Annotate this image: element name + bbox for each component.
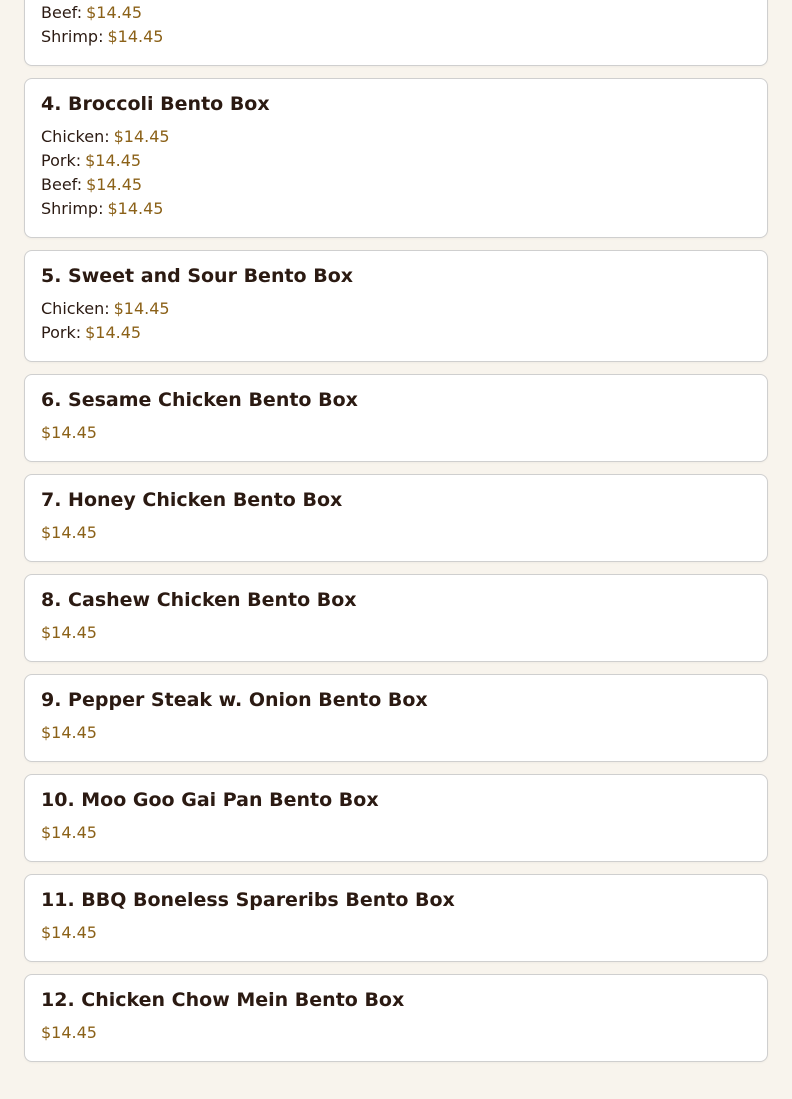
menu-card-title: 5. Sweet and Sour Bento Box [41, 265, 354, 287]
menu-option-label: Beef: [41, 3, 83, 22]
menu-card-title: 6. Sesame Chicken Bento Box [41, 389, 358, 411]
menu-card-sweet-and-sour-bento-box [24, 250, 768, 362]
menu-card-sesame-chicken-bento-box [24, 374, 768, 462]
menu-price: $14.45 [41, 823, 97, 842]
menu-card-title: 4. Broccoli Bento Box [41, 93, 270, 115]
menu-option-beef [41, 173, 751, 197]
menu-option-label: Chicken: [41, 127, 110, 146]
menu-card-title: 11. BBQ Boneless Spareribs Bento Box [41, 889, 455, 911]
menu-card-title: 8. Cashew Chicken Bento Box [41, 589, 357, 611]
menu-card-pepper-steak-w-onion-bento-box [24, 674, 768, 762]
menu-option-price: $14.45 [86, 3, 143, 22]
menu-card-title: 7. Honey Chicken Bento Box [41, 489, 343, 511]
menu-option-pork [41, 149, 751, 173]
menu-card-mixed-vegetables-bento-box [24, 0, 768, 66]
menu-price: $14.45 [41, 1023, 97, 1042]
menu-card-moo-goo-gai-pan-bento-box [24, 774, 768, 862]
menu-option-label: Pork: [41, 151, 82, 170]
menu-option-shrimp [41, 197, 751, 221]
menu-option-label: Shrimp: [41, 199, 104, 218]
menu-option-label: Chicken: [41, 299, 110, 318]
menu-option-price: $14.45 [107, 27, 164, 46]
menu-option-label: Beef: [41, 175, 83, 194]
menu-option-price: $14.45 [86, 175, 143, 194]
menu-card-title: 12. Chicken Chow Mein Bento Box [41, 989, 405, 1011]
menu-price: $14.45 [41, 423, 97, 442]
menu-option-label: Pork: [41, 323, 82, 342]
menu-card-title: 9. Pepper Steak w. Onion Bento Box [41, 689, 428, 711]
menu-option-price: $14.45 [85, 323, 142, 342]
menu-option-chicken [41, 125, 751, 149]
menu-card-broccoli-bento-box [24, 78, 768, 238]
menu-price: $14.45 [41, 723, 97, 742]
menu-list [24, 0, 768, 1074]
menu-option-chicken [41, 297, 751, 321]
menu-option-beef [41, 1, 751, 25]
menu-option-price: $14.45 [85, 151, 142, 170]
menu-option-price: $14.45 [107, 199, 164, 218]
menu-option-price: $14.45 [113, 299, 170, 318]
menu-option-price: $14.45 [113, 127, 170, 146]
menu-price: $14.45 [41, 523, 97, 542]
menu-option-pork [41, 321, 751, 345]
menu-card-honey-chicken-bento-box [24, 474, 768, 562]
menu-option-shrimp [41, 25, 751, 49]
menu-card-cashew-chicken-bento-box [24, 574, 768, 662]
menu-price: $14.45 [41, 923, 97, 942]
menu-card-title: 10. Moo Goo Gai Pan Bento Box [41, 789, 379, 811]
menu-option-label: Shrimp: [41, 27, 104, 46]
menu-card-chicken-chow-mein-bento-box [24, 974, 768, 1062]
menu-card-bbq-boneless-spareribs-bento-box [24, 874, 768, 962]
menu-price: $14.45 [41, 623, 97, 642]
